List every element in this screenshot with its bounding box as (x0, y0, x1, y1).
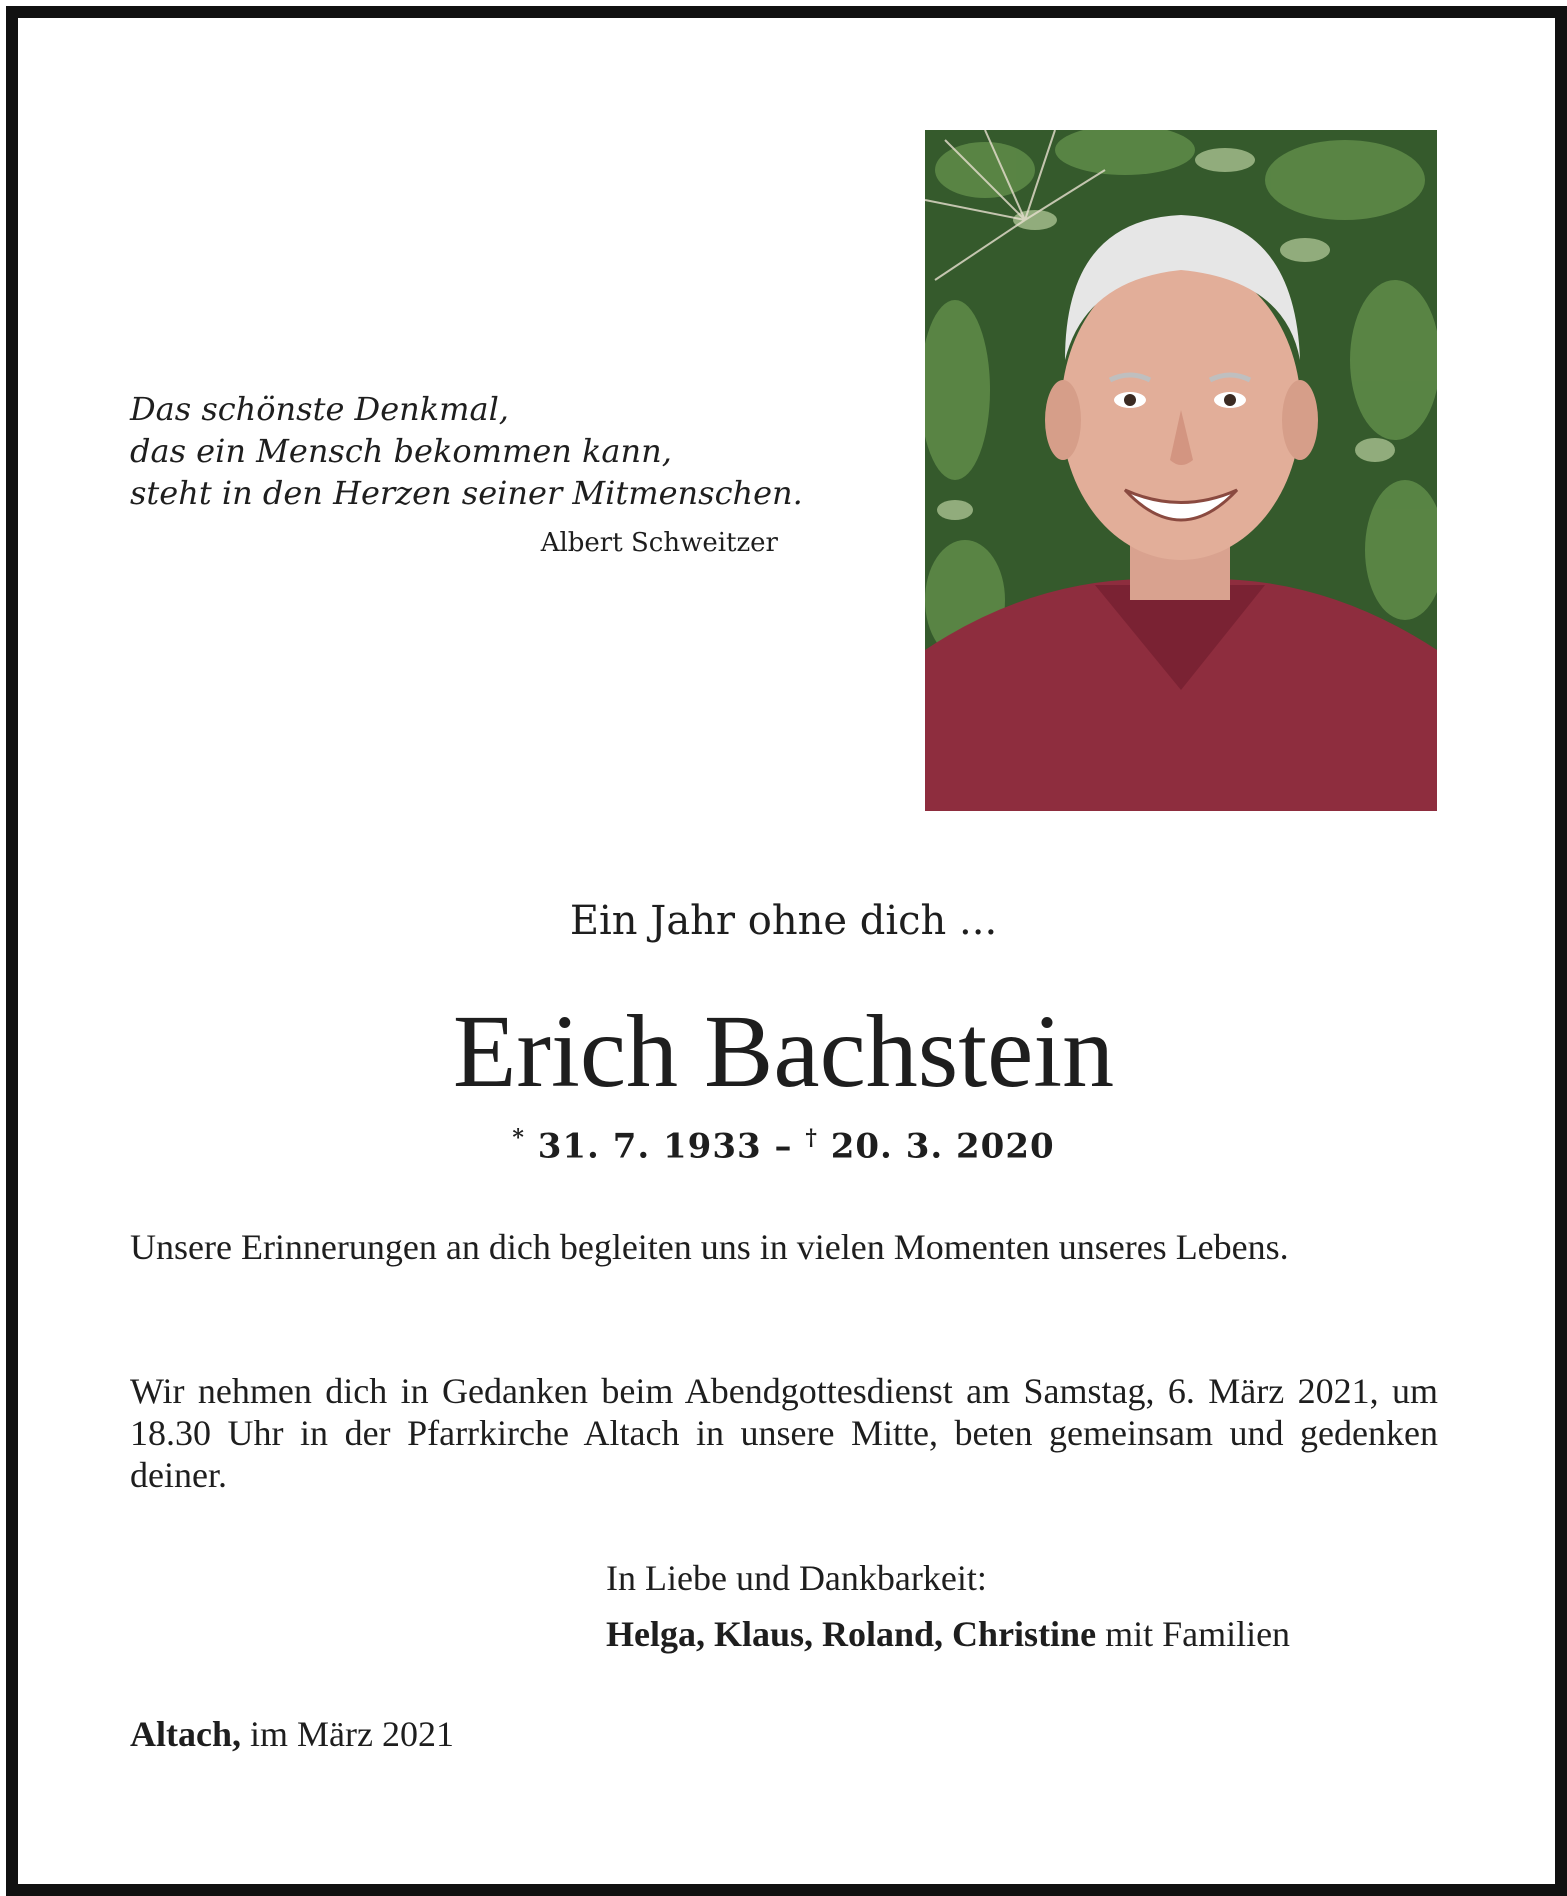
family-suffix: mit Familien (1105, 1614, 1291, 1654)
quote-line-1: Das schönste Denkmal, (130, 390, 509, 428)
paragraph-service: Wir nehmen dich in Gedanken beim Abendgottesdienst am Samstag, 6. März 2021, um 18.30 Uhr in der Pfarrkirche Altach in unsere Mitte, beten gemeinsam und gedenken deiner. (130, 1371, 1438, 1495)
place-date (130, 1713, 454, 1755)
quote-line-3: steht in den Herzen seiner Mitmenschen. (130, 474, 803, 512)
quote-line-2: das ein Mensch bekommen kann, (130, 432, 672, 470)
place-date-text: im März 2021 (250, 1714, 454, 1754)
deceased-name: Erich Bachstein (452, 994, 1115, 1109)
family-names: Helga, Klaus, Roland, Christine (606, 1614, 1097, 1654)
life-dates (0, 1125, 1567, 1166)
portrait-image (925, 130, 1437, 811)
birth-symbol: * (512, 1125, 525, 1151)
quote-author: Albert Schweitzer (540, 528, 778, 558)
portrait-photo (925, 130, 1437, 811)
closing-line: In Liebe und Dankbarkeit: (606, 1558, 987, 1598)
quote-block (130, 388, 803, 514)
intro-line: Ein Jahr ohne dich ... (569, 898, 998, 944)
paragraph-memories: Unsere Erinnerungen an dich begleiten uns in vielen Momenten unseres Lebens. (130, 1227, 1289, 1267)
closing-signature (606, 1613, 1290, 1655)
place-town: Altach, (130, 1714, 241, 1754)
death-date: 20. 3. 2020 (830, 1126, 1055, 1167)
closing-block (606, 1557, 1290, 1669)
date-separator: – (774, 1126, 793, 1167)
birth-date: 31. 7. 1933 (537, 1126, 762, 1167)
death-symbol: † (805, 1125, 818, 1151)
